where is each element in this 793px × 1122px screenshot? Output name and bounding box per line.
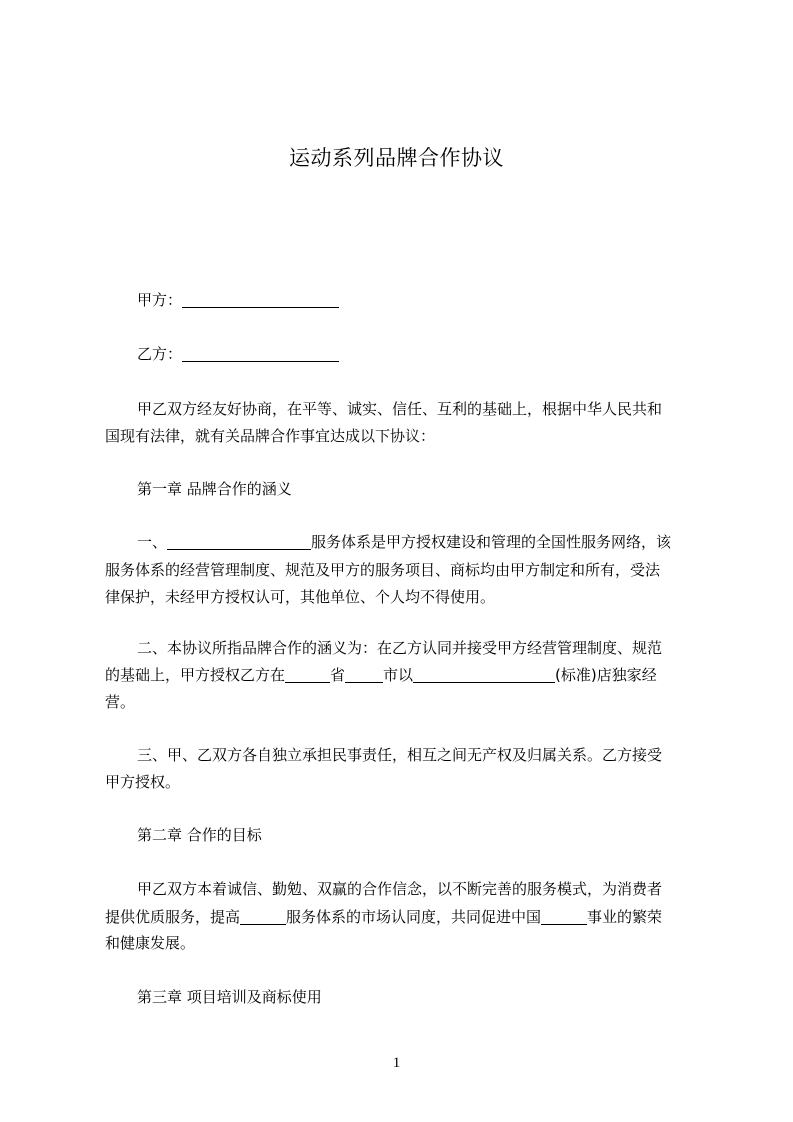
industry-blank — [541, 906, 587, 925]
service-system-blank-2 — [240, 906, 286, 925]
party-a-blank — [182, 289, 339, 308]
chapter-1-item-2-line-1: 二、本协议所指品牌合作的涵义为：在乙方认同并接受甲方经营管理制度、规范 — [137, 639, 663, 657]
chapter-2-line-3: 和健康发展。 — [105, 934, 196, 952]
service-system-name-blank — [167, 531, 311, 550]
party-b-label: 乙方： — [137, 345, 183, 363]
chapter-1-item-3-line-2: 甲方授权。 — [105, 773, 181, 791]
intro-line-1: 甲乙双方经友好协商，在平等、诚实、信任、互利的基础上，根据中华人民共和 — [137, 400, 663, 418]
chapter-2-heading: 第二章 合作的目标 — [137, 826, 262, 844]
party-b-blank — [182, 343, 339, 362]
city-blank — [345, 664, 383, 683]
chapter-1-heading: 第一章 品牌合作的涵义 — [137, 480, 292, 498]
chapter-1-item-1-line-3: 律保护，未经甲方授权认可，其他单位、个人均不得使用。 — [105, 588, 496, 606]
item-2-line-2-text-d: (标准)店独家经 — [555, 666, 657, 684]
chapter-2-line-2-text-c: 事业的繁荣 — [587, 908, 663, 926]
chapter-2-line-2-text-a: 提供优质服务，提高 — [105, 908, 241, 926]
store-name-blank — [413, 664, 555, 683]
party-a-label: 甲方： — [137, 291, 183, 309]
chapter-1-item-2-line-2 — [105, 660, 705, 690]
chapter-3-heading: 第三章 项目培训及商标使用 — [137, 988, 322, 1006]
province-blank — [285, 664, 330, 683]
party-a-line — [137, 285, 737, 315]
item-2-line-2-text-a: 的基础上，甲方授权乙方在 — [105, 666, 286, 684]
chapter-2-line-2-text-b: 服务体系的市场认同度，共同促进中国 — [286, 908, 542, 926]
document-title: 运动系列品牌合作协议 — [289, 146, 504, 170]
item-1-prefix: 一、 — [137, 533, 168, 551]
page-number: 1 — [392, 1055, 401, 1071]
chapter-1-item-3-line-1: 三、甲、乙双方各自独立承担民事责任，相互之间无产权及归属关系。乙方接受 — [137, 746, 663, 764]
party-b-line — [137, 339, 737, 369]
chapter-1-item-1-line-1 — [137, 527, 737, 557]
item-1-line-1-suffix: 服务体系是甲方授权建设和管理的全国性服务网络，该 — [311, 533, 672, 551]
intro-line-2: 国现有法律，就有关品牌合作事宜达成以下协议： — [105, 427, 436, 445]
chapter-1-item-2-line-3: 营。 — [105, 693, 136, 711]
chapter-2-line-1: 甲乙双方本着诚信、勤勉、双赢的合作信念，以不断完善的服务模式，为消费者 — [137, 880, 663, 898]
city-label: 市以 — [383, 666, 414, 684]
province-label: 省 — [330, 666, 346, 684]
chapter-1-item-1-line-2: 服务体系的经营管理制度、规范及甲方的服务项目、商标均由甲方制定和所有，受法 — [105, 561, 661, 579]
